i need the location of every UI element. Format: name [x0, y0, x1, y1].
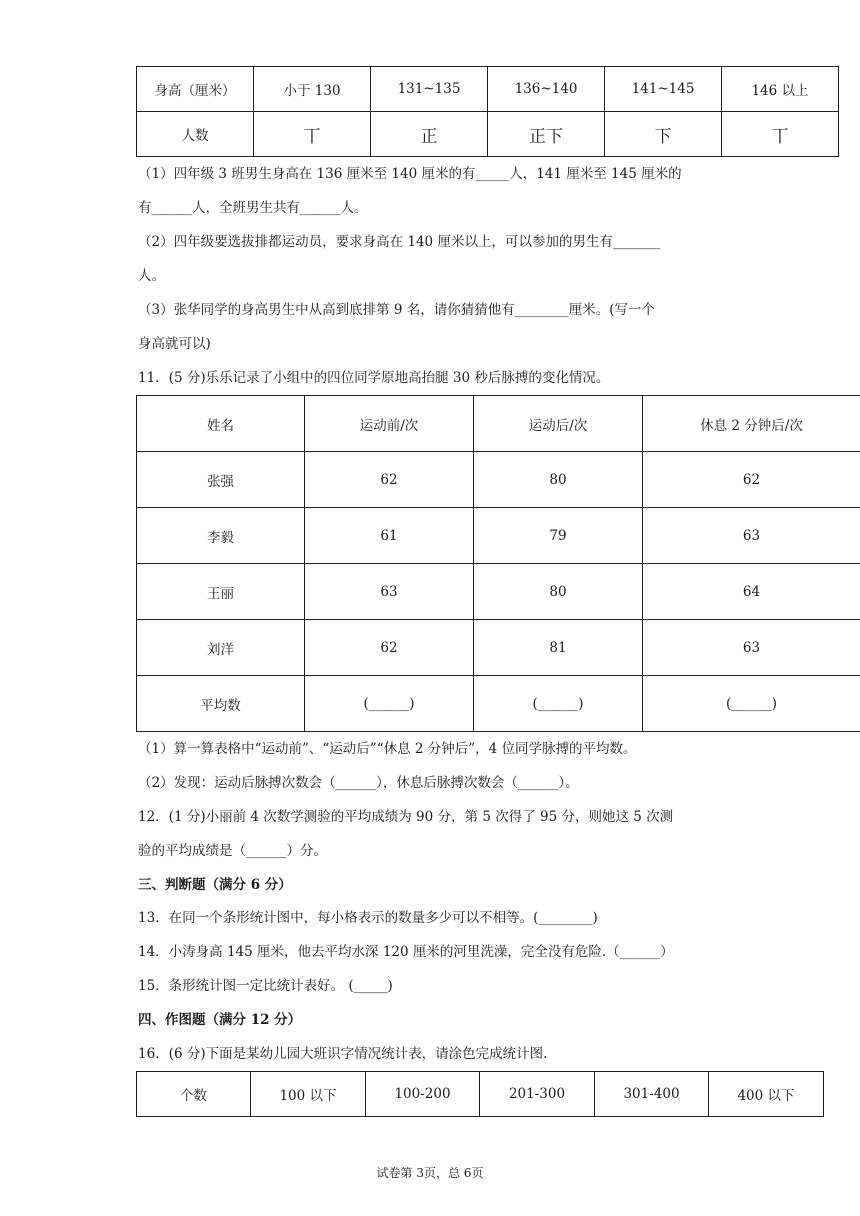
average-blank: (______) — [305, 676, 474, 732]
header-rest: 休息 2 分钟后/次 — [643, 396, 860, 452]
header-range: 100-200 — [366, 1072, 480, 1117]
q10-line-1: （1）四年级 3 班男生身高在 136 厘米至 140 厘米的有_____人，141 厘米至 145 厘米的 — [138, 166, 682, 182]
average-label: 平均数 — [137, 676, 305, 732]
header-height: 身高（厘米） — [137, 67, 254, 112]
header-141-145: 141~145 — [605, 67, 722, 112]
q16-text: 16．(6 分)下面是某幼儿园大班识字情况统计表，请涂色完成统计图. — [138, 1046, 548, 1062]
tally-mark: 下 — [605, 112, 722, 157]
q10-line-4: 人。 — [138, 268, 165, 284]
literacy-table — [136, 1071, 824, 1117]
average-blank: (______) — [643, 676, 860, 732]
tally-mark: 丅 — [254, 112, 371, 157]
header-after: 运动后/次 — [474, 396, 643, 452]
tally-mark: 丅 — [722, 112, 839, 157]
q14-text: 14．小涛身高 145 厘米，他去平均水深 120 厘米的河里洗澡，完全没有危险.（______） — [138, 944, 674, 960]
q13-text: 13．在同一个条形统计图中，每小格表示的数量多少可以不相等。(________) — [138, 910, 598, 926]
tally-mark: 正下 — [488, 112, 605, 157]
section-title-judgement: 三、判断题（满分 6 分） — [138, 877, 292, 893]
q10-line-6: 身高就可以) — [138, 336, 211, 352]
pulse-rest: 64 — [643, 564, 860, 620]
header-146-above: 146 以上 — [722, 67, 839, 112]
header-range: 400 以下 — [709, 1072, 824, 1117]
header-136-140: 136~140 — [488, 67, 605, 112]
q12-line-2: 验的平均成绩是（______）分。 — [138, 843, 327, 859]
q11-title: 11．(5 分)乐乐记录了小组中的四位同学原地高抬腿 30 秒后脉搏的变化情况。 — [138, 370, 610, 386]
student-name: 张强 — [137, 452, 305, 508]
student-name: 李毅 — [137, 508, 305, 564]
pulse-before: 61 — [305, 508, 474, 564]
pulse-after: 81 — [474, 620, 643, 676]
pulse-table — [136, 395, 860, 732]
pulse-rest: 63 — [643, 620, 860, 676]
pulse-after: 80 — [474, 452, 643, 508]
header-range: 301-400 — [595, 1072, 709, 1117]
pulse-before: 63 — [305, 564, 474, 620]
average-blank: (______) — [474, 676, 643, 732]
q10-line-2: 有______人，全班男生共有______人。 — [138, 200, 368, 216]
pulse-after: 80 — [474, 564, 643, 620]
row-label-count: 人数 — [137, 112, 254, 157]
pulse-after: 79 — [474, 508, 643, 564]
q10-line-5: （3）张华同学的身高男生中从高到底排第 9 名，请你猜猜他有________厘米。(写一个 — [138, 302, 656, 318]
header-under-130: 小于 130 — [254, 67, 371, 112]
pulse-before: 62 — [305, 452, 474, 508]
header-range: 201-300 — [480, 1072, 595, 1117]
pulse-rest: 62 — [643, 452, 860, 508]
pulse-before: 62 — [305, 620, 474, 676]
q12-line-1: 12．(1 分)小丽前 4 次数学测验的平均成绩为 90 分，第 5 次得了 95 分，则她这 5 次测 — [138, 809, 674, 825]
header-name: 姓名 — [137, 396, 305, 452]
section-title-drawing: 四、作图题（满分 12 分） — [138, 1012, 302, 1028]
header-131-135: 131~135 — [371, 67, 488, 112]
height-tally-table — [136, 66, 839, 157]
student-name: 刘洋 — [137, 620, 305, 676]
student-name: 王丽 — [137, 564, 305, 620]
header-count: 个数 — [137, 1072, 251, 1117]
q10-line-3: （2）四年级要选拔排都运动员，要求身高在 140 厘米以上，可以参加的男生有_______ — [138, 234, 661, 250]
q11-sub-2: （2）发现：运动后脉搏次数会（______），休息后脉搏次数会（______）。 — [138, 775, 579, 791]
q11-sub-1: （1）算一算表格中“运动前”、“运动后”“休息 2 分钟后”，4 位同学脉搏的平均数。 — [138, 741, 637, 757]
tally-mark: 正 — [371, 112, 488, 157]
q15-text: 15．条形统计图一定比统计表好。 (_____) — [138, 978, 393, 994]
header-range: 100 以下 — [251, 1072, 366, 1117]
header-before: 运动前/次 — [305, 396, 474, 452]
pulse-rest: 63 — [643, 508, 860, 564]
page-footer: 试卷第 3页，总 6页 — [376, 1166, 484, 1180]
